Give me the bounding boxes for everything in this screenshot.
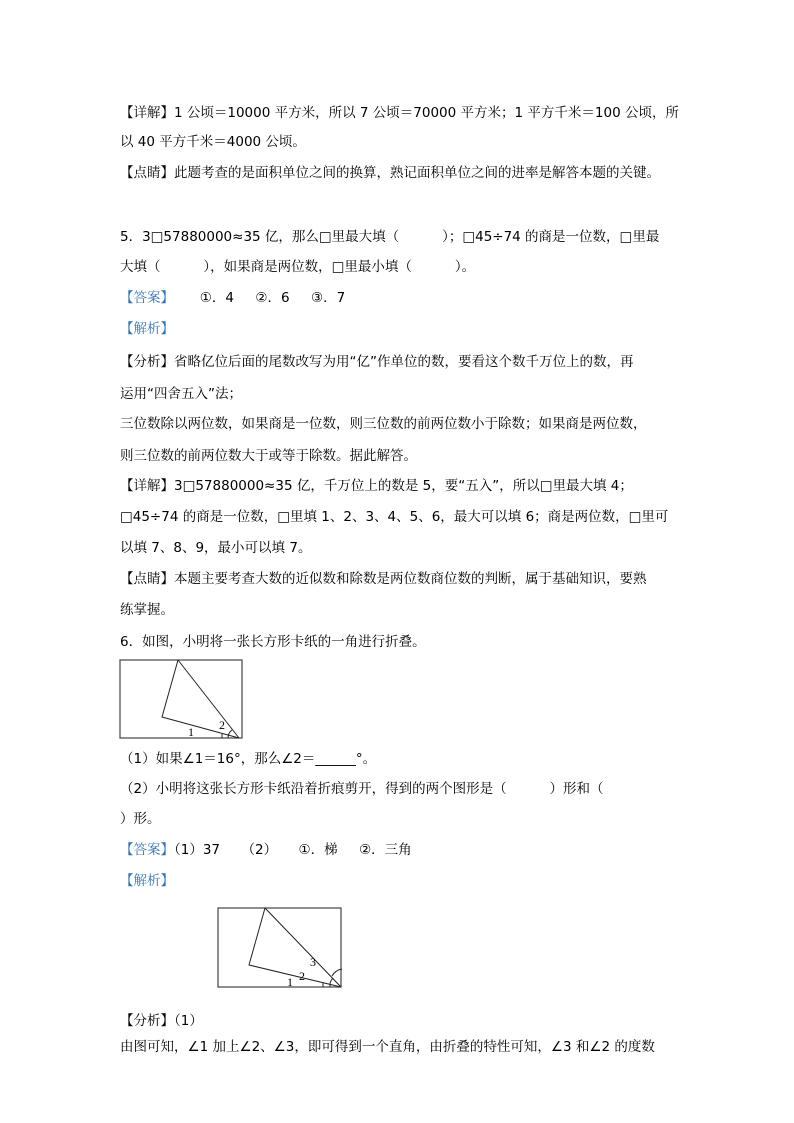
answer-label: 【答案】 <box>120 842 174 858</box>
text-line: 【详解】1 公顷＝10000 平方米，所以 7 公顷＝70000 平方米；1 平方千米＝100 公顷，所 <box>120 105 679 121</box>
text-line: 运用“四舍五入”法； <box>120 386 242 402</box>
analysis-label: 【解析】 <box>120 873 174 889</box>
text-line: 【详解】3□57880000≈35 亿，千万位上的数是 5，要“五入”，所以□里最大填 4； <box>120 478 633 494</box>
text-line: 三位数除以两位数，如果商是一位数，则三位数的前两位数小于除数；如果商是两位数， <box>120 416 647 432</box>
answer-label: 【答案】 <box>120 290 174 306</box>
answer-text: ①．4 ②．6 ③．7 <box>174 290 346 306</box>
angle-1-label: 1 <box>188 725 194 739</box>
text-line: 【分析】（1） <box>120 1013 203 1029</box>
question-6-part-2: （2）小明将这张长方形卡纸沿着折痕剪开，得到的两个图形是（ ）形和（ <box>120 781 604 797</box>
answer-text: （1）37 （2） ①．梯 ②．三角 <box>174 842 412 858</box>
text-line: 由图可知，∠1 加上∠2、∠3，即可得到一个直角，由折叠的特性可知，∠3 和∠2 的度数 <box>120 1039 655 1055</box>
answer-5 <box>120 289 345 307</box>
text-line: 练掌握。 <box>120 602 174 618</box>
angle-2-label: 2 <box>299 969 305 983</box>
question-5: 5．3□57880000≈35 亿，那么□里最大填（ ）；□45÷74 的商是一位数，□里最 <box>120 229 660 245</box>
angle-1-label: 1 <box>287 975 293 989</box>
text-line: 【分析】省略亿位后面的尾数改写为用“亿”作单位的数，要看这个数千万位上的数，再 <box>120 354 634 370</box>
question-6-part-1: （1）如果∠1＝16°，那么∠2＝______°。 <box>120 751 377 767</box>
text-line: 以填 7、8、9，最小可以填 7。 <box>120 540 312 556</box>
folded-rectangle-figure <box>118 658 248 742</box>
angle-2-label: 2 <box>219 718 225 732</box>
text-line: 【点睛】此题考查的是面积单位之间的换算，熟记面积单位之间的进率是解答本题的关键。 <box>120 165 660 181</box>
text-line: □45÷74 的商是一位数，□里填 1、2、3、4、5、6，最大可以填 6；商是两位数，□里可 <box>120 509 669 525</box>
text-line: 【点睛】本题主要考查大数的近似数和除数是两位数商位数的判断，属于基础知识，要熟 <box>120 571 647 587</box>
analysis-label: 【解析】 <box>120 321 174 337</box>
question-5: 大填（ ），如果商是两位数，□里最小填（ ）。 <box>120 259 476 275</box>
text-line: 则三位数的前两位数大于或等于除数。据此解答。 <box>120 448 417 464</box>
folded-rectangle-figure-annotated <box>216 906 346 990</box>
question-6-part-2: ）形。 <box>120 811 161 827</box>
text-line: 以 40 平方千米＝4000 公顷。 <box>120 134 306 150</box>
angle-3-label: 3 <box>310 955 316 969</box>
answer-6 <box>120 841 412 859</box>
question-6: 6．如图，小明将一张长方形卡纸的一角进行折叠。 <box>120 634 426 650</box>
